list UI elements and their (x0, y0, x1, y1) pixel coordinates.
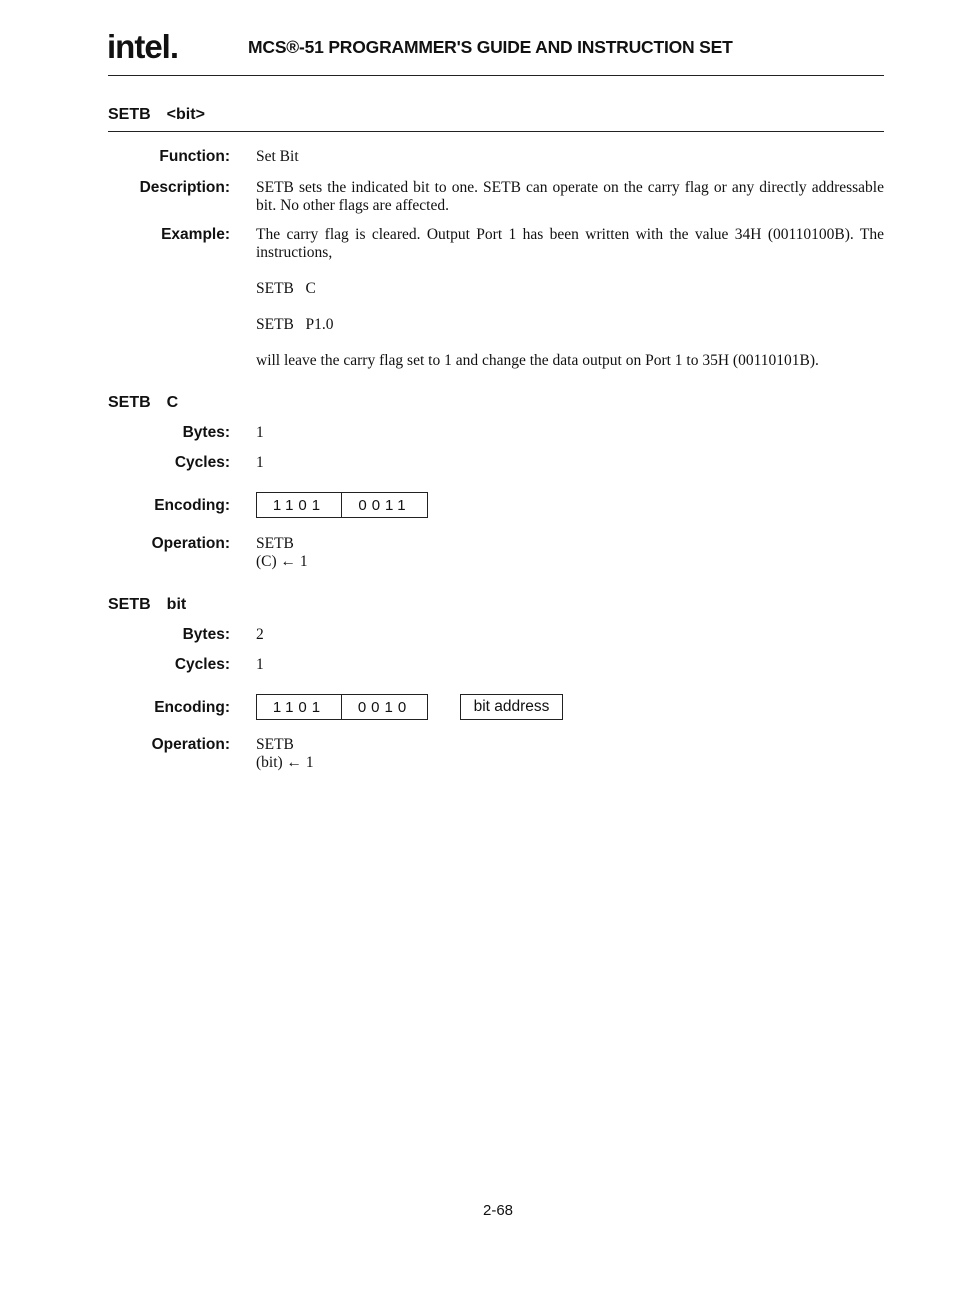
function-label: Function: (159, 148, 230, 165)
example-code-2: SETB P1.0 (256, 316, 334, 333)
variant-bit-encoding-label: Encoding: (154, 699, 230, 716)
variant-bit-cycles: 1 (256, 656, 264, 673)
variant-bit-operand: bit (166, 596, 187, 613)
variant-c-mnemonic: SETB (108, 394, 151, 411)
variant-c-bytes: 1 (256, 424, 264, 441)
variant-bit-enc-low-nibble: 0010 (342, 694, 428, 720)
example-label: Example: (161, 226, 230, 243)
variant-c-enc-high-nibble: 1101 (256, 492, 342, 518)
variant-bit-operation-2: (bit) ← 1 (256, 754, 314, 771)
variant-c-heading (108, 394, 178, 412)
variant-bit-bytes-label: Bytes: (182, 626, 230, 643)
variant-c-cycles-label: Cycles: (174, 454, 230, 471)
example-intro: The carry flag is cleared. Output Port 1 has been written with the value 34H (00110100B). The instructions, (256, 226, 884, 261)
document-title: MCS®-51 PROGRAMMER'S GUIDE AND INSTRUCTION SET (248, 37, 733, 57)
variant-bit-mnemonic: SETB (108, 596, 151, 613)
header-rule (108, 75, 884, 76)
example-result: will leave the carry flag set to 1 and change the data output on Port 1 to 35H (00110101B). (256, 352, 819, 369)
variant-bit-heading (108, 596, 186, 614)
section-mnemonic: SETB (108, 106, 151, 123)
variant-c-cycles: 1 (256, 454, 264, 471)
description-text: SETB sets the indicated bit to one. SETB can operate on the carry flag or any directly addressable bit. No other flags are affected. (256, 179, 884, 214)
variant-c-operation-2: (C) ← 1 (256, 553, 308, 570)
example-code-1: SETB C (256, 280, 316, 297)
section-heading (108, 106, 205, 124)
variant-bit-encoding (256, 694, 428, 720)
variant-bit-operation-1: SETB (256, 736, 294, 753)
variant-bit-operation-label: Operation: (151, 736, 230, 753)
variant-bit-enc-address (460, 694, 563, 720)
variant-c-bytes-label: Bytes: (182, 424, 230, 441)
variant-c-operand: C (166, 394, 179, 411)
variant-bit-cycles-label: Cycles: (174, 656, 230, 673)
variant-bit-bytes: 2 (256, 626, 264, 643)
section-rule (108, 131, 884, 132)
variant-bit-enc-high-nibble: 1101 (256, 694, 342, 720)
variant-c-encoding (256, 492, 428, 518)
description-label: Description: (139, 179, 230, 196)
page-number: 2-68 (482, 1202, 514, 1219)
variant-bit-address-box: bit address (460, 694, 563, 720)
function-text: Set Bit (256, 148, 299, 165)
variant-c-operation-label: Operation: (151, 535, 230, 552)
variant-c-encoding-label: Encoding: (154, 497, 230, 514)
variant-c-operation-1: SETB (256, 535, 294, 552)
variant-c-enc-low-nibble: 0011 (342, 492, 428, 518)
section-operand: <bit> (166, 106, 205, 123)
intel-logo: intel. (107, 28, 179, 65)
